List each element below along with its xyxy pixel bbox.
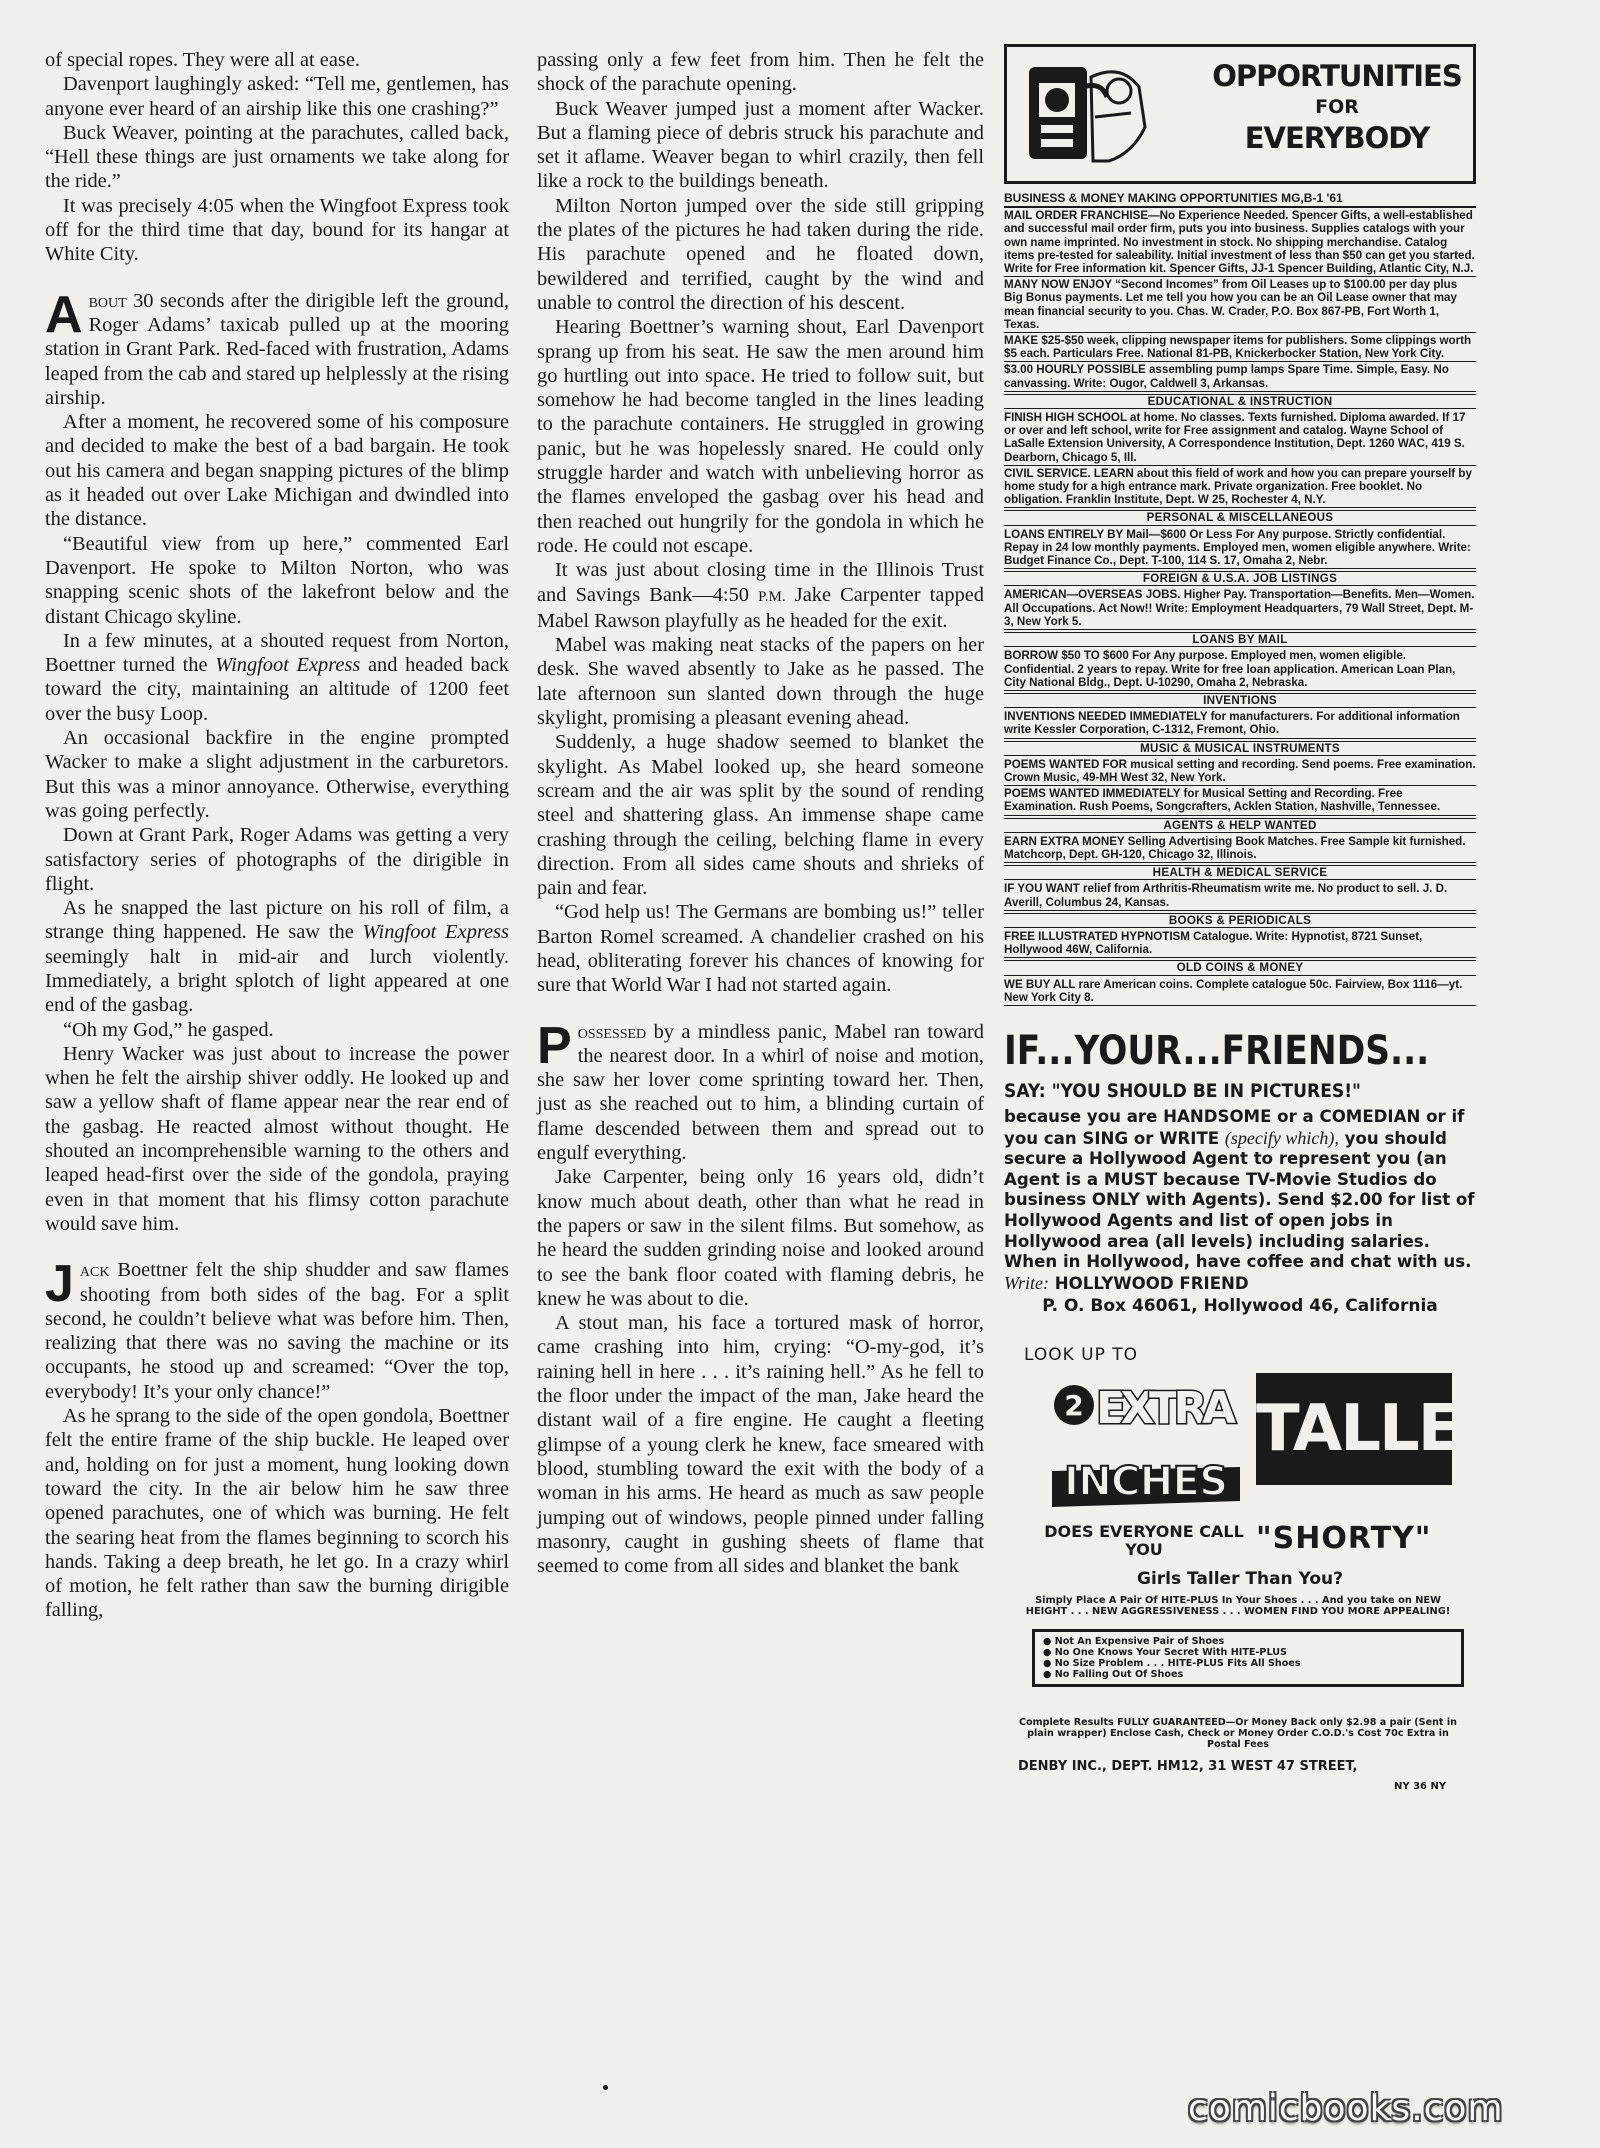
classified-item: FINISH HIGH SCHOOL at home. No classes. Texts furnished. Diploma awarded. If 17 or over and left school, write for Free assignment and catalog. Wayne School of LaSalle Extension University, A Correspondence Institution, Dept. 1260 WAC, 419 S. Dearborn, Chicago 5, Ill.: [1004, 410, 1476, 466]
article-paragraph: [537, 48, 984, 97]
paragraph-text: 30 seconds after the dirigible left the ground, Roger Adams’ taxicab pulled up at the mooring station in Grant Park. Red-faced with frustration, Adams leaped from the cab and stared up helplessly at the rising airship.: [45, 289, 509, 409]
friends-headline: IF...YOUR...FRIENDS...: [1004, 1027, 1430, 1074]
ship-name: Wingfoot Express: [362, 921, 509, 944]
classified-item: EARN EXTRA MONEY Selling Advertising Book Matches. Free Sample kit furnished. Matchcorp, Dept. GH-120, Chicago 32, Illinois.: [1004, 834, 1476, 863]
taller-look-up: LOOK UP TO: [1024, 1345, 1139, 1366]
taller-check-item: ● No Falling Out Of Shoes: [1043, 1669, 1453, 1680]
taller-girls: Girls Taller Than You?: [1137, 1569, 1343, 1590]
opportunities-banner: [1004, 44, 1476, 184]
paragraph-text: It was just about closing time in the Illinois Trust and Savings Bank—4:50 P.M. Jake Carpenter tapped Mabel Rawson playfully as he headed for the exit.: [537, 559, 985, 632]
classified-item: INVENTIONS NEEDED IMMEDIATELY for manufacturers. For additional information write Kessler Corporation, C-1312, Fremont, Ohio.: [1004, 709, 1476, 738]
opportunities-title-line1: OPPORTUNITIES: [1212, 59, 1462, 93]
taller-does: DOES EVERYONE CALL YOU: [1044, 1522, 1244, 1560]
extra-word: EXTRA: [1096, 1383, 1236, 1435]
page-dot: [603, 2085, 608, 2090]
article-paragraph: [537, 558, 984, 633]
paragraph-text: Mabel was making neat stacks of the papers on her desk. She waved absently to Jake as he passed. The late afternoon sun slanted down through the huge skylight, promising a pleasant evening ahead.: [537, 634, 984, 730]
classified-category: OLD COINS & MONEY: [1004, 960, 1476, 975]
article-paragraph: [45, 410, 509, 531]
opportunities-title-line2: FOR: [1315, 96, 1359, 118]
article-paragraph: [45, 285, 509, 410]
paragraph-text: Milton Norton jumped over the side still gripping the plates of the pictures he had taken during the ride. His parachute opened and he floated down, bewildered and terrified, caught by the wind and unable to control the direction of his descent.: [537, 194, 984, 314]
classified-item: LOANS ENTIRELY BY Mail—$600 Or Less For Any purpose. Strictly confidential. Repay in 24 low monthly payments. Employed men, women eligible anywhere. Write: Budget Finance Co., Dept. T-100, 114 S. 17, Omaha 2, Nebr.: [1004, 527, 1476, 570]
paragraph-text: A stout man, his face a tortured mask of horror, came crashing into him, crying: “O-my-god, it’s raining hell in here . . . it’s raining hell.” As he fell to the floor under the impact of the man, Jake heard the distant wail of a fire engine. He caught a fleeting glimpse of a young clerk he knew, face smeared with blood, stumbling toward the exit with the body of a woman in his arms. He heard as much as saw people jumping out of windows, people pinned under falling masonry, caught in gushing sheets of flame that seemed to come from all sides and blanket the bank: [537, 1312, 984, 1578]
paragraph-text: Suddenly, a huge shadow seemed to blanket the skylight. As Mabel looked up, she heard someone scream and the air was split by the sound of rending steel and shattering glass. An immense shape came crashing through the ceiling, belching flame in every direction. From all sides came shouts and shrieks of pain and fear.: [537, 731, 984, 900]
friends-write-name: HOLLYWOOD FRIEND: [1049, 1273, 1249, 1293]
classified-category: FOREIGN & U.S.A. JOB LISTINGS: [1004, 571, 1476, 586]
paragraph-text: of special ropes. They were all at ease.: [45, 49, 360, 71]
article-paragraph: [45, 532, 509, 629]
taller-denby-city: NY 36 NY: [1394, 1781, 1447, 1793]
paragraph-text: by a mindless panic, Mabel ran toward the nearest door. In a whirl of noise and motion, she saw her lover come sprinting toward her. Then, just as she reached out to him, a blinding curtain of flame descended between them and spread out to engulf everything.: [537, 1020, 984, 1165]
classified-category: EDUCATIONAL & INSTRUCTION: [1004, 394, 1476, 409]
article-paragraph: [537, 633, 984, 730]
friends-address: P. O. Box 46061, Hollywood 46, California: [1042, 1296, 1438, 1317]
article-paragraph: [45, 72, 509, 121]
article-column-1: [45, 48, 509, 1623]
friends-body-a: because you are HANDSOME or a COMEDIAN or if you can SING or WRITE: [1004, 1106, 1465, 1148]
paragraph-text: It was precisely 4:05 when the Wingfoot Express took off for the third time that day, bound for its hangar at White City.: [45, 194, 509, 266]
paragraph-text: Buck Weaver, pointing at the parachutes, called back, “Hell these things are just ornaments we take along for the ride.”: [45, 121, 509, 193]
taller-check-item: ● No Size Problem . . . HITE-PLUS Fits All Shoes: [1043, 1658, 1453, 1669]
article-paragraph: [45, 1255, 509, 1404]
paragraph-text: As he snapped the last picture on his roll of film, a strange thing happened. He saw the Wingfoot Express seemingly halt in mid-air and lurch violently. Immediately, a bright splotch of light appeared at one end of the gasbag.: [45, 897, 509, 1017]
drop-cap-smallcaps: ack: [79, 1259, 110, 1282]
classified-item: CIVIL SERVICE. LEARN about this field of work and how you can prepare yourself by home study for a high entrance mark. Private organization. Free booklet. No obligation. Franklin Institute, Dept. W 25, Rochester 4, N.Y.: [1004, 466, 1476, 509]
friends-body-italic: (specify which),: [1224, 1127, 1339, 1148]
extra-number: 2: [1064, 1389, 1084, 1423]
drop-cap: J: [45, 1255, 74, 1314]
friends-say: SAY: "YOU SHOULD BE IN PICTURES!": [1004, 1079, 1361, 1102]
article-paragraph: [45, 823, 509, 896]
drop-cap: A: [45, 285, 83, 344]
classified-category: HEALTH & MEDICAL SERVICE: [1004, 865, 1476, 880]
article-paragraph: [45, 726, 509, 823]
paragraph-text: “Oh my God,” he gasped.: [63, 1018, 274, 1041]
article-paragraph: [45, 1042, 509, 1236]
paragraph-text: “God help us! The Germans are bombing us!” teller Barton Romel screamed. A chandelier crashed on his head, obliterating forever his chances of knowing for sure that World War I had not started again.: [537, 901, 984, 997]
classified-item: AMERICAN—OVERSEAS JOBS. Higher Pay. Transportation—Benefits. Men—Women. All Occupations. Act Now!! Write: Employment Headquarters, 79 Wall Street, Dept. M-3, New York 5.: [1004, 587, 1476, 630]
extra-inches-logo: [1052, 1371, 1240, 1513]
classified-item: BORROW $50 TO $600 For Any purpose. Employed men, women eligible. Confidential. 2 years to repay. Write for free loan application. American Loan Plan, City National Bldg., Dept. U-10290, Omaha 2, Nebraska.: [1004, 648, 1476, 691]
drop-cap-smallcaps: bout: [88, 289, 127, 312]
taller-denby-address: DENBY INC., DEPT. HM12, 31 WEST 47 STREET,: [1018, 1759, 1358, 1775]
classified-category: LOANS BY MAIL: [1004, 632, 1476, 647]
classified-category: PERSONAL & MISCELLANEOUS: [1004, 510, 1476, 525]
taller-check-item: ● Not An Expensive Pair of Shoes: [1043, 1636, 1453, 1647]
paragraph-text: In a few minutes, at a shouted request from Norton, Boettner turned the Wingfoot Express and headed back toward the city, maintaining an altitude of 1200 feet over the busy Loop.: [45, 629, 509, 725]
opportunities-title: [1207, 59, 1467, 155]
friends-body: [1004, 1107, 1476, 1294]
paragraph-text: Jake Carpenter, being only 16 years old, didn’t know much about death, other than what he read in the papers or saw in the silent films. But somehow, as he heard the sudden grinding noise and looked around to see the bank floor coated with flaming debris, he knew he was about to die.: [537, 1166, 984, 1310]
article-paragraph: [537, 730, 984, 900]
paragraph-text: Buck Weaver jumped just a moment after Wacker. But a flaming piece of debris struck his parachute and set it aflame. Weaver began to whirl crazily, then fell like a rock to the buildings beneath.: [537, 97, 984, 193]
telephone-man-icon: [1021, 57, 1151, 169]
classified-category: INVENTIONS: [1004, 693, 1476, 708]
article-paragraph: [537, 315, 984, 558]
article-paragraph: [45, 194, 509, 267]
paragraph-text: Boettner felt the ship shudder and saw flames shooting from both sides of the bag. For a split second, he couldn’t believe what was before him. Then, realizing that there was no saving the machine or its occupants, he stood up and screamed: “Over the top, everybody! It’s your only chance!”: [45, 1259, 509, 1403]
classified-item: MAIL ORDER FRANCHISE—No Experience Needed. Spencer Gifts, a well-established and successful mail order firm, puts you into business. Supplies catalogs with your own name imprinted. No investment in stock. No shipping merchandise. Catalog items pre-tested for saleability. Initial investment of less than $50 can get you started. Write for Free information kit. Spencer Gifts, JJ-1 Spencer Building, Atlantic City, N.J.: [1004, 208, 1476, 277]
taller-box: TALLER: [1256, 1373, 1452, 1485]
article-paragraph: [537, 1311, 984, 1578]
paragraph-text: Down at Grant Park, Roger Adams was getting a very satisfactory series of photographs of the dirigible in flight.: [45, 824, 509, 895]
paragraph-text: “Beautiful view from up here,” commented Earl Davenport. He spoke to Milton Norton, who was snapping scenic shots of the lakefront below and the distant Chicago skyline.: [45, 532, 509, 628]
ads-column: [1004, 44, 1507, 1793]
taller-guarantee: Complete Results FULLY GUARANTEED—Or Money Back only $2.98 a pair (Sent in plain wrapper) Enclose Cash, Check or Money Order C.O.D.'s Cost 70c Extra in Postal Fees: [1019, 1717, 1457, 1751]
opportunities-title-line3: EVERYBODY: [1244, 121, 1430, 155]
paragraph-text: An occasional backfire in the engine prompted Wacker to make a slight adjustment in the carburetors. But this was a minor annoyance. Otherwise, everything was going perfectly.: [45, 727, 509, 822]
article-paragraph: [537, 1165, 984, 1311]
classified-item: POEMS WANTED FOR musical setting and recording. Send poems. Free examination. Crown Music, 49-MH West 32, New York.: [1004, 757, 1476, 786]
pm-abbr: P.M.: [758, 588, 786, 605]
drop-cap-smallcaps: ossessed: [577, 1020, 647, 1043]
friends-write-label: Write:: [1004, 1272, 1049, 1293]
article-paragraph: [537, 194, 984, 315]
paragraph-text: Hearing Boettner’s warning shout, Earl Davenport sprang up from his seat. He saw the men around him go hurtling out into space. He tried to follow suit, but somehow he had become tangled in the lines leading to the parachute containers. He struggled in growing panic, but he was hopelessly snared. He could only struggle harder and watch with unbelieving horror as the flames enveloped the gasbag over his head and then reached out hungrily for the gondola in which he rode. He could not escape.: [537, 316, 984, 557]
article-paragraph: [45, 121, 509, 194]
article-paragraph: [45, 629, 509, 726]
article-paragraph: [45, 1018, 509, 1042]
paragraph-text: After a moment, he recovered some of his composure and decided to make the best of a bad bargain. He took out his camera and began snapping pictures of the blimp as it headed out over Lake Michigan and dwindled into the distance.: [45, 411, 509, 531]
taller-checklist: [1032, 1629, 1464, 1687]
paragraph-text: As he sprang to the side of the open gondola, Boettner felt the entire frame of the ship buckle. He leaped over and, holding on for just a moment, hung looking down toward the city. In the air below him he saw three opened parachutes, one of which was burning. He felt the searing heat from the flames beginning to scorch his hands. Taking a deep breath, he let go. In a crazy whirl of motion, he felt rather than saw the burning dirigible falling,: [45, 1405, 509, 1622]
paragraph-text: Henry Wacker was just about to increase the power when he felt the airship shiver oddly. He looked up and saw a yellow shaft of flame appear near the rear end of the gasbag. He reacted almost without thought. He shouted an incomprehensible warning to the others and leaped head-first over the side of the gondola, praying even in that moment that his flimsy cotton parachute would save him.: [45, 1042, 509, 1235]
article-paragraph: [537, 97, 984, 194]
article-column-2: [537, 48, 984, 1578]
friends-body-b: you should secure a Hollywood Agent to represent you (an Agent is a MUST because TV-Movie Studios do business ONLY with Agents). Send $2.00 for list of Hollywood Agents and list of open jobs in Hollywood area (all levels) including salaries. When in Hollywood, have coffee and chat with us.: [1004, 1128, 1475, 1272]
article-paragraph: [537, 900, 984, 997]
article-paragraph: [537, 1016, 984, 1166]
classified-item: WE BUY ALL rare American coins. Complete catalogue 50c. Fairview, Box 1116—yt. New York City 8.: [1004, 977, 1476, 1006]
drop-cap: P: [537, 1016, 572, 1075]
classified-ads: [1004, 192, 1476, 1006]
article-paragraph: [45, 1404, 509, 1623]
taller-shorty: "SHORTY": [1256, 1521, 1432, 1557]
classified-item: MAKE $25-$50 week, clipping newspaper items for publishers. Some clippings worth $5 each. Particulars Free. National 81-PB, Knickerbocker Station, New York City.: [1004, 333, 1476, 362]
classified-item: IF YOU WANT relief from Arthritis-Rheumatism write me. No product to sell. J. D. Averill, Columbus 24, Kansas.: [1004, 881, 1476, 910]
classified-category: BOOKS & PERIODICALS: [1004, 913, 1476, 928]
classified-category: MUSIC & MUSICAL INSTRUMENTS: [1004, 741, 1476, 756]
article-paragraph: [45, 896, 509, 1017]
taller-check-item: ● No One Knows Your Secret With HITE-PLUS: [1043, 1647, 1453, 1658]
article-paragraph: [45, 48, 509, 72]
classified-category: AGENTS & HELP WANTED: [1004, 818, 1476, 833]
classified-item: FREE ILLUSTRATED HYPNOTISM Catalogue. Write: Hypnotist, 8721 Sunset, Hollywood 46W, California.: [1004, 929, 1476, 958]
classified-item: MANY NOW ENJOY “Second Incomes” from Oil Leases up to $100.00 per day plus Big Bonus payments. Let me tell you how you can be an Oil Lease owner that may mean financial security to you. Chas. W. Crader, P.O. Box 867-PB, Fort Worth 1, Texas.: [1004, 277, 1476, 333]
watermark: comicbooks.com: [1188, 2088, 1504, 2129]
paragraph-text: passing only a few feet from him. Then he felt the shock of the parachute opening.: [537, 49, 984, 96]
paragraph-text: Davenport laughingly asked: “Tell me, gentlemen, has anyone ever heard of an airship like this one crashing?”: [45, 73, 509, 120]
classified-item: POEMS WANTED IMMEDIATELY for Musical Setting and Recording. Free Examination. Rush Poems, Songcrafters, Acklen Station, Nashville, Tennessee.: [1004, 786, 1476, 815]
classified-item: $3.00 HOURLY POSSIBLE assembling pump lamps Spare Time. Simple, Easy. No canvassing. Write: Ougor, Caldwell 3, Arkansas.: [1004, 362, 1476, 391]
inches-word: INCHES: [1064, 1459, 1228, 1506]
classifieds-header: BUSINESS & MONEY MAKING OPPORTUNITIES MG,B-1 '61: [1004, 192, 1476, 208]
hollywood-friend-ad: [1004, 1028, 1476, 1317]
taller-ad: [1004, 1345, 1507, 1793]
taller-simply: Simply Place A Pair Of HITE-PLUS In Your Shoes . . . And you take on NEW HEIGHT . . . NEW AGGRESSIVENESS . . . WOMEN FIND YOU MORE APPEALING!: [1025, 1595, 1451, 1618]
ship-name: Wingfoot Express: [215, 654, 361, 677]
